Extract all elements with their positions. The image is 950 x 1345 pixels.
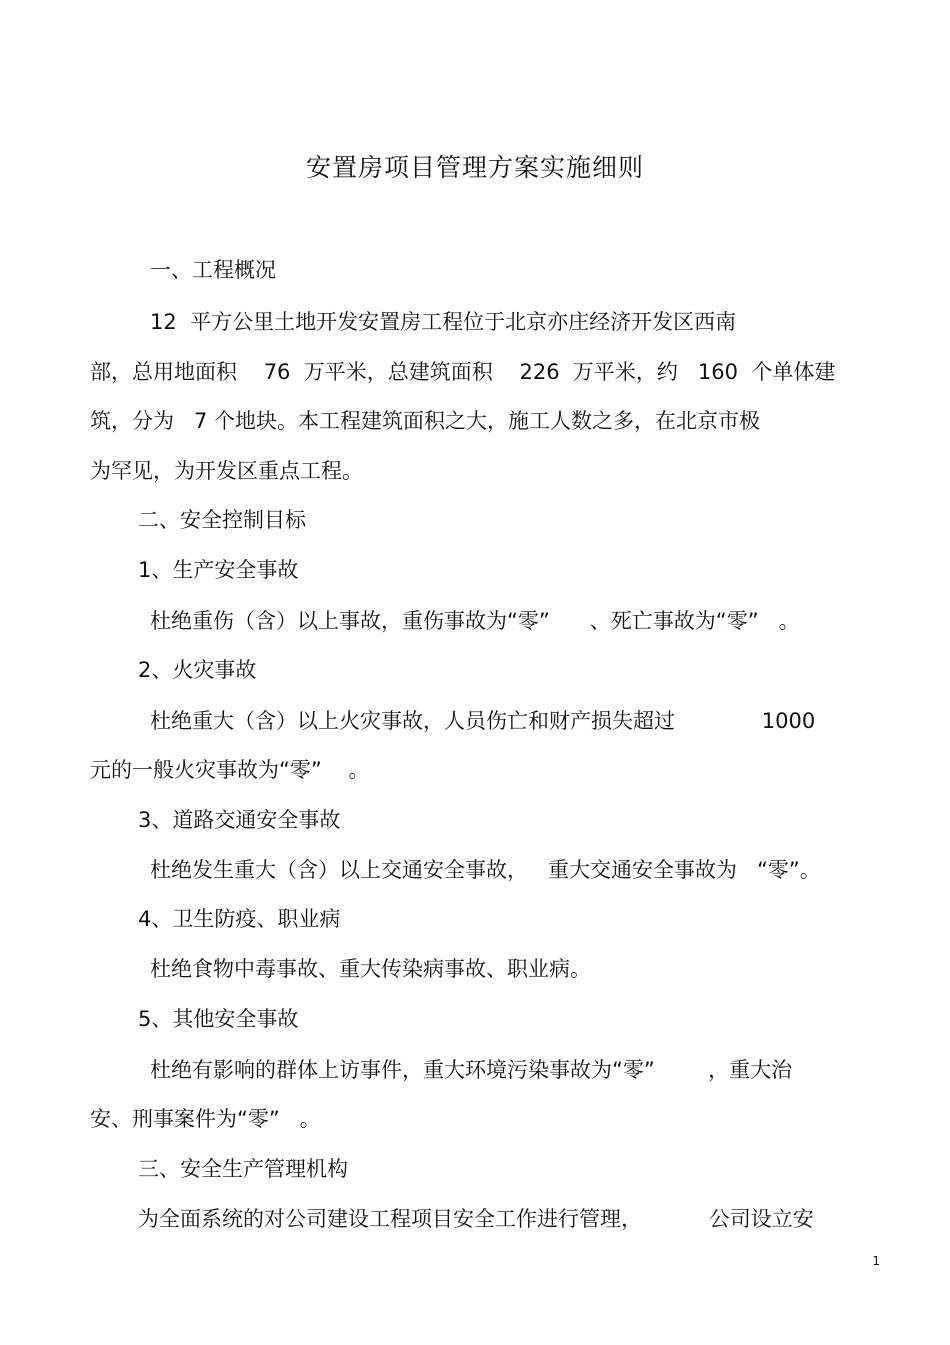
- paragraph-line: 杜绝重伤（含）以上事故，重伤事故为“零” 、死亡事故为“零” 。: [150, 609, 800, 633]
- paragraph-line: 安、刑事案件为“零” 。: [90, 1107, 321, 1131]
- subsection-heading: 5、其他安全事故: [138, 1007, 299, 1031]
- document-title: 安置房项目管理方案实施细则: [305, 153, 644, 182]
- paragraph-line: 为罕见，为开发区重点工程。: [90, 459, 363, 483]
- paragraph-line: 杜绝发生重大（含）以上交通安全事故， 重大交通安全事故为 “零”。: [150, 858, 821, 882]
- section-heading-safety-targets: 二、安全控制目标: [138, 508, 306, 532]
- page-number: 1: [872, 1254, 880, 1268]
- subsection-heading: 3、道路交通安全事故: [138, 808, 341, 832]
- paragraph-line: 为全面系统的对公司建设工程项目安全工作进行管理， 公司设立安: [138, 1207, 814, 1231]
- section-heading-overview: 一、工程概况: [150, 258, 276, 282]
- paragraph-line: 杜绝重大（含）以上火灾事故，人员伤亡和财产损失超过 1000: [150, 709, 816, 733]
- paragraph-line: 元的一般火灾事故为“零” 。: [90, 758, 370, 782]
- subsection-heading: 2、火灾事故: [138, 658, 257, 682]
- paragraph-line: 杜绝食物中毒事故、重大传染病事故、职业病。: [150, 957, 591, 981]
- paragraph-line: 杜绝有影响的群体上访事件，重大环境污染事故为“零” ，重大治: [150, 1058, 793, 1082]
- subsection-heading: 4、卫生防疫、职业病: [138, 907, 341, 931]
- paragraph-line: 筑，分为 7 个地块。本工程建筑面积之大，施工人数之多，在北京市极: [90, 409, 761, 433]
- paragraph-line: 12 平方公里土地开发安置房工程位于北京亦庄经济开发区西南: [150, 310, 737, 334]
- section-heading-management-org: 三、安全生产管理机构: [138, 1157, 348, 1181]
- paragraph-line: 部，总用地面积 76 万平米，总建筑面积 226 万平米，约 160 个单体建: [90, 360, 836, 384]
- subsection-heading: 1、生产安全事故: [138, 558, 299, 582]
